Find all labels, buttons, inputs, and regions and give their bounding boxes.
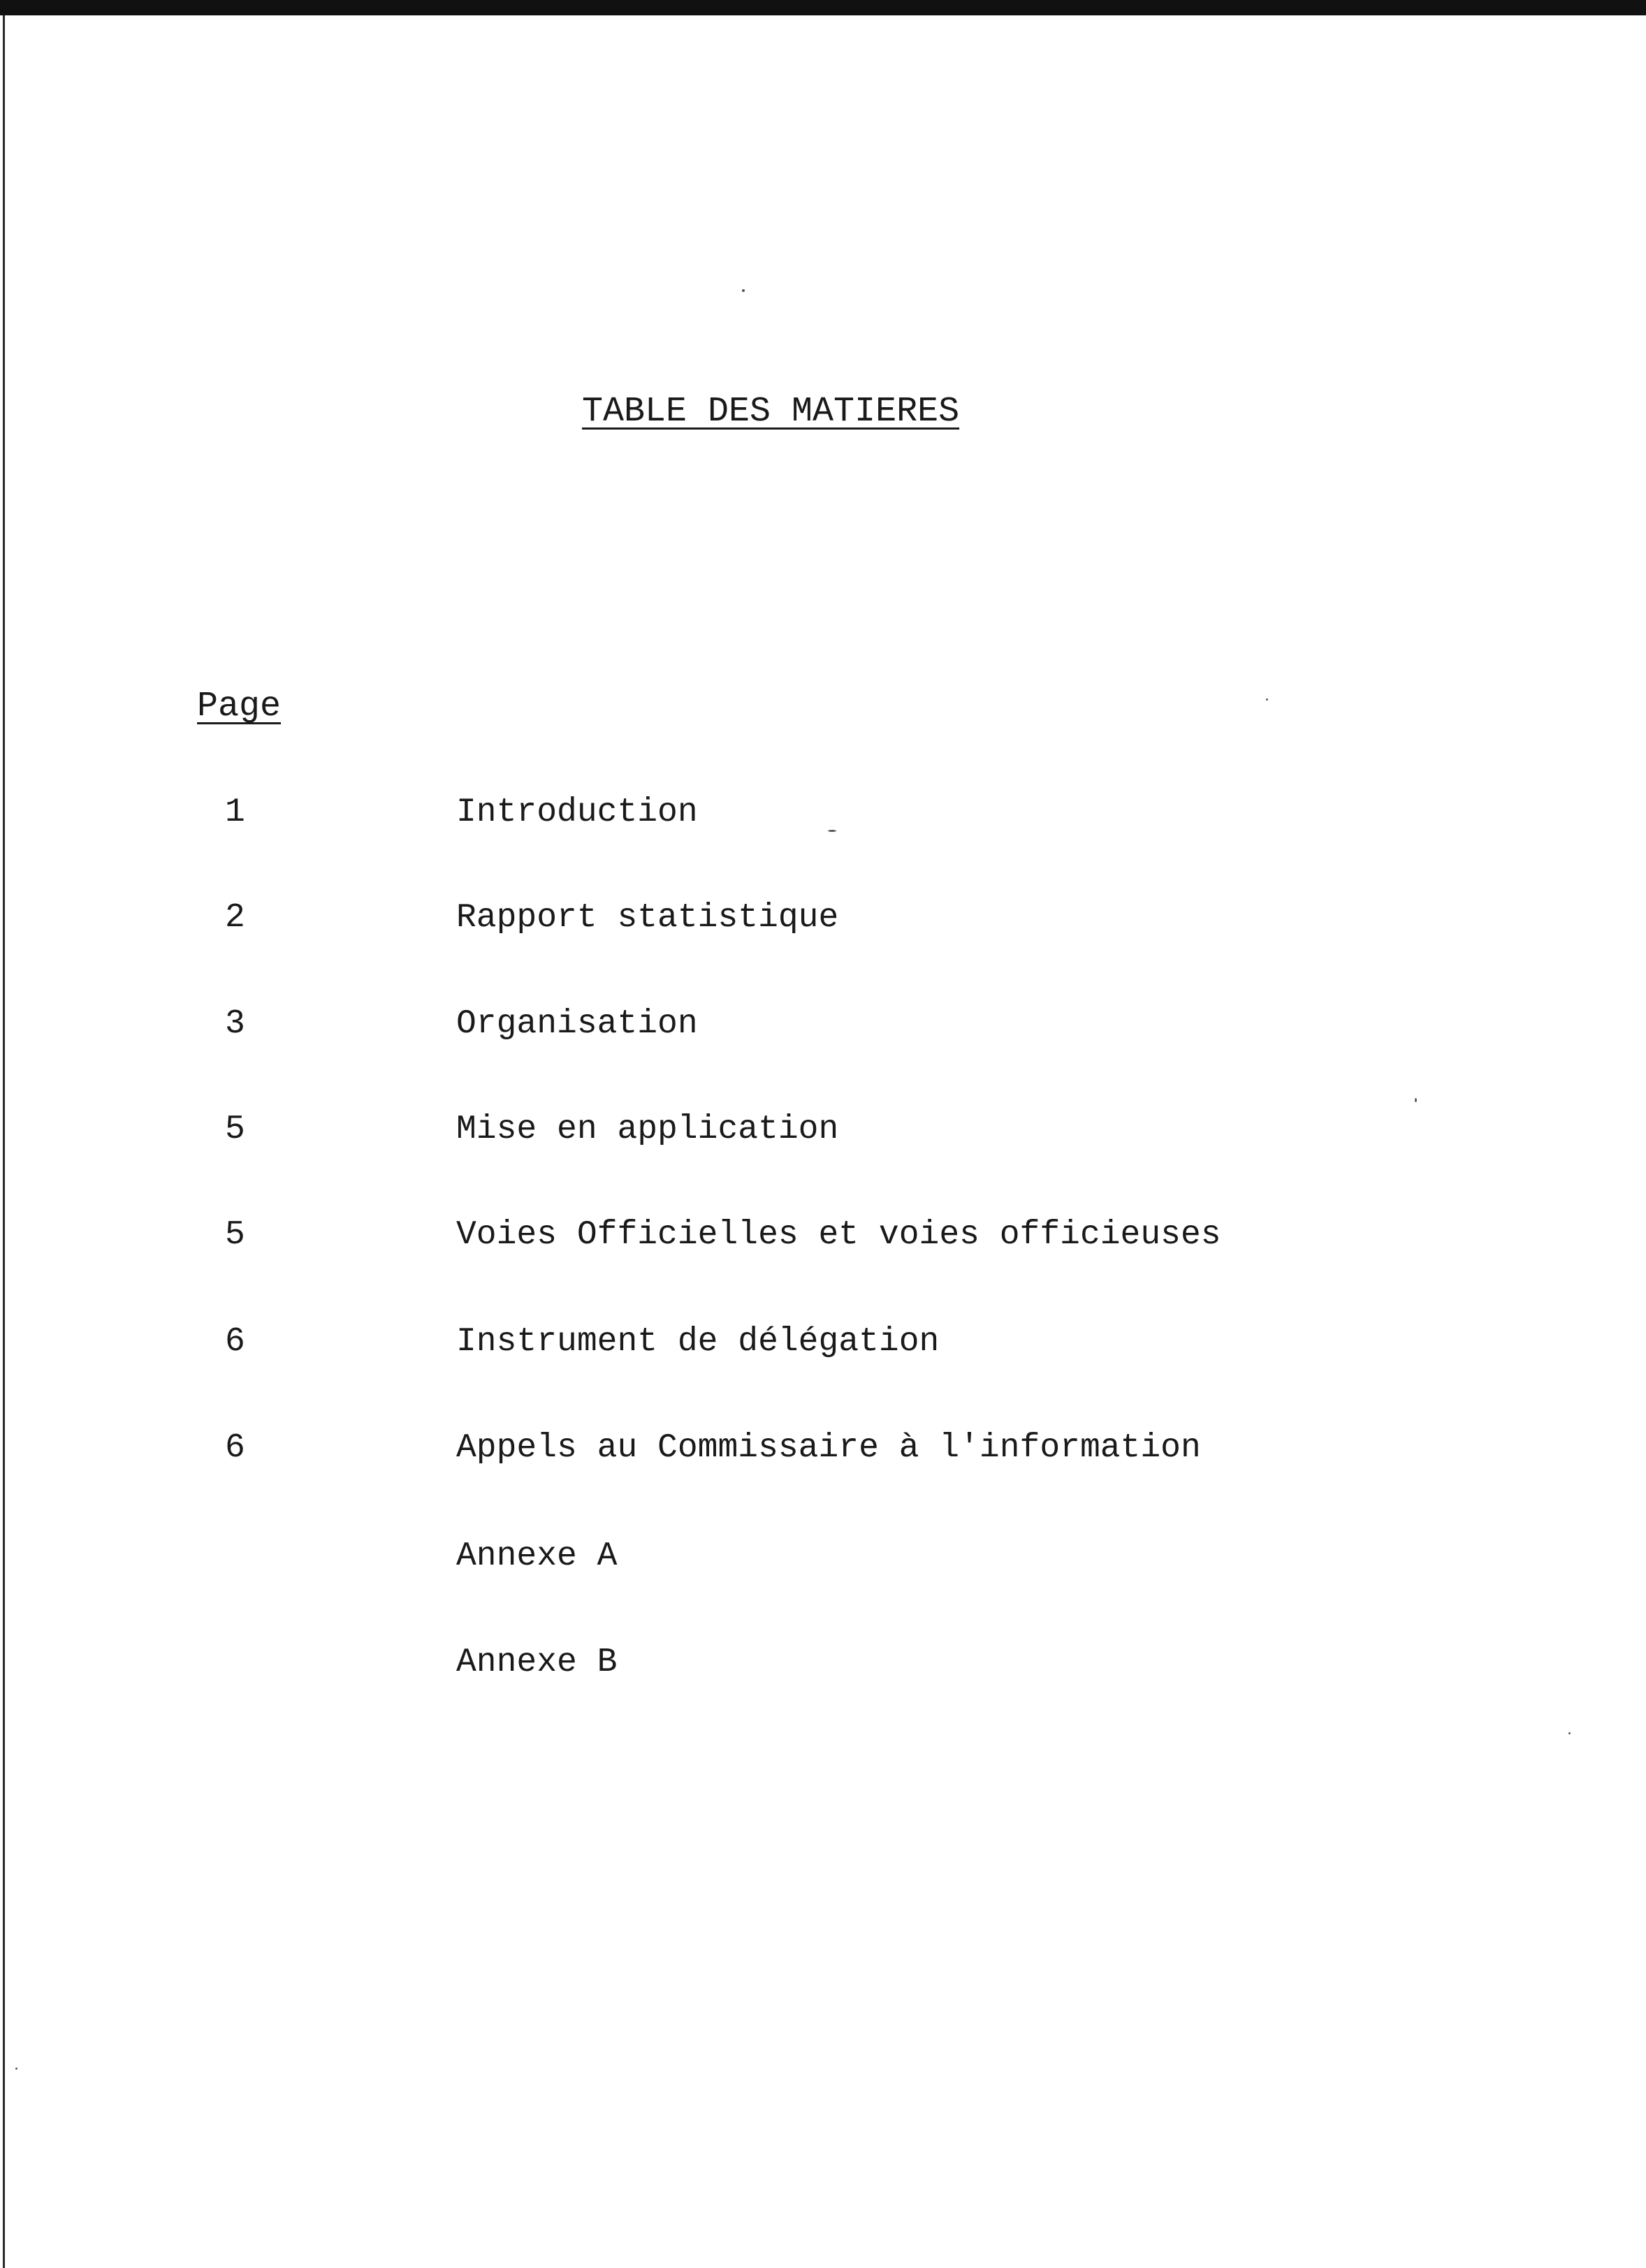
toc-entry-title: Organisation xyxy=(456,1005,698,1043)
toc-entry xyxy=(0,1535,1646,1577)
toc-entry xyxy=(0,1109,1646,1150)
page-title: TABLE DES MATIERES xyxy=(582,392,960,432)
scan-speck xyxy=(1266,698,1268,701)
toc-page-number: 5 xyxy=(225,1111,245,1148)
toc-entry-title: Instrument de délégation xyxy=(456,1323,940,1361)
scan-speck xyxy=(1568,1732,1571,1734)
toc-entry-title: Voies Officielles et voies officieuses xyxy=(456,1216,1221,1254)
toc-entry-title: Mise en application xyxy=(456,1111,839,1148)
scan-speck xyxy=(828,830,836,832)
toc-page-number: 6 xyxy=(225,1429,245,1467)
toc-page-number: 5 xyxy=(225,1216,245,1254)
scan-speck xyxy=(742,289,745,292)
scan-speck xyxy=(15,2068,17,2070)
toc-entry xyxy=(0,897,1646,939)
toc-page-number: 2 xyxy=(225,899,245,937)
toc-entry xyxy=(0,1003,1646,1045)
scan-top-edge xyxy=(0,0,1646,15)
toc-entry xyxy=(0,1321,1646,1363)
toc-page-number: 6 xyxy=(225,1323,245,1361)
toc-entry-title: Appels au Commissaire à l'information xyxy=(456,1429,1201,1467)
page-column-header: Page xyxy=(197,687,282,726)
toc-entry xyxy=(0,1214,1646,1256)
toc-page-number: 3 xyxy=(225,1005,245,1043)
toc-entry-title: Rapport statistique xyxy=(456,899,839,937)
toc-entry xyxy=(0,1641,1646,1683)
toc-entry-title: Annexe A xyxy=(456,1537,618,1575)
toc-page-number: 1 xyxy=(225,793,245,831)
toc-entry xyxy=(0,1427,1646,1469)
scan-speck xyxy=(1415,1098,1417,1102)
toc-entry xyxy=(0,791,1646,833)
toc-entry-title: Annexe B xyxy=(456,1644,618,1681)
toc-entry-title: Introduction xyxy=(456,793,698,831)
